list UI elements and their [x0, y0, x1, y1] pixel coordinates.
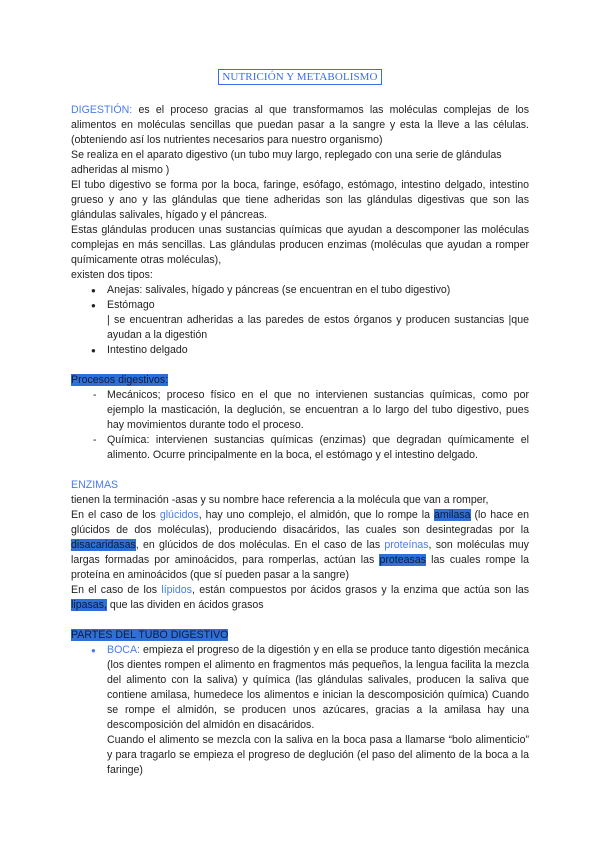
boca-term: BOCA: [107, 644, 140, 656]
digestion-p4: Estas glándulas producen unas sustancias químicas que ayudan a descomponer las moléculas complejas en más sencillas. Las glándulas producen enzimas (moléculas que ayudan a romper químicamente otras moléculas), [71, 224, 529, 266]
enzimas-section [71, 478, 529, 613]
gland-types-list-cont [71, 343, 529, 358]
text-run: , hay uno complejo, el almidón, que lo rompe la [198, 509, 435, 521]
digestion-term: DIGESTIÓN: [71, 104, 133, 116]
digestion-p2: Se realiza en el aparato digestivo (un tubo muy largo, replegado con una serie de glándulas adheridas al mismo ) [71, 149, 502, 176]
enzimas-lipidos [71, 583, 529, 613]
disacaridasas-term: disacaridasas [71, 539, 136, 551]
list-item: ● Intestino delgado [93, 343, 529, 358]
text-run: (lo hace en glúcidos de dos moléculas), produciendo disacáridos, las cuales son desintegradas por la [71, 509, 530, 536]
text-run: , en glúcidos de dos moléculas. En el caso de las [135, 539, 385, 551]
enzimas-glucidos [71, 508, 529, 583]
lipasas-term: lipasas, [71, 599, 107, 611]
glucidos-term: glúcidos [159, 509, 199, 521]
gland-types-list [71, 283, 529, 313]
gland-note: | se encuentran adheridas a las paredes de estos órganos y producen sustancias |que ayudan a la digestión [107, 314, 529, 341]
digestion-p3: El tubo digestivo se forma por la boca, faringe, esófago, estómago, intestino delgado, intestino grueso y ano y las glándulas que tiene adheridas son las glándulas digestivas que son las glándulas salivales, hígado y el páncreas. [71, 179, 529, 221]
enzimas-l1: tienen la terminación -asas y su nombre hace referencia a la molécula que van a romper, [71, 494, 489, 506]
digestion-definition [71, 103, 529, 148]
list-item: - Química: intervienen sustancias químicas (enzimas) que degradan químicamente el alimento. Ocurre principalmente en la boca, el estómago y el intestino delgado. [93, 433, 529, 463]
enzimas-heading: ENZIMAS [71, 479, 119, 491]
amilasa-term: amilasa [434, 509, 471, 521]
procesos-section [71, 373, 529, 463]
list-item [93, 643, 529, 733]
partes-heading: PARTES DEL TUBO DIGESTIVO [71, 629, 229, 641]
text-run: En el caso de los [71, 584, 162, 596]
lipidos-term: lípidos [161, 584, 192, 596]
title-wrap [71, 70, 529, 85]
page-title: NUTRICIÓN Y METABOLISMO [218, 69, 381, 85]
list-item: ● Anejas: salivales, hígado y páncreas (se encuentran en el tubo digestivo) [93, 283, 529, 298]
list-item-continuation: Cuando el alimento se mezcla con la saliva en la boca pasa a llamarse “bolo alimenticio” y para tragarlo se empieza el progreso de deglución (el paso del alimento de la boca a la faringe) [107, 734, 529, 776]
procesos-heading: Procesos digestivos: [71, 374, 169, 386]
text-run: las cuales rompe la proteína en aminoácidos (que sí pueden pasar a la sangre) [71, 554, 529, 581]
text-run: que las dividen en ácidos grasos [106, 599, 264, 611]
text-run: , están compuestos por ácidos grasos y la enzima que actúa son las [191, 584, 530, 596]
partes-section [71, 628, 529, 778]
text-run: En el caso de los [71, 509, 160, 521]
procesos-list [71, 388, 529, 463]
document-page [71, 70, 529, 778]
proteasas-term: proteasas [379, 554, 426, 566]
proteinas-term: proteínas [384, 539, 429, 551]
digestion-p5: existen dos tipos: [71, 269, 153, 281]
text-run: , son moléculas muy largas formadas por aminoácidos, para romperlas, actúan las [71, 539, 529, 566]
boca-text: empieza el progreso de la digestión y en ella se produce tanto digestión mecánica (los dientes rompen el alimento en fragmentos más pequeños, la lengua facilita la mezcla del alimento con la saliva) y química (las glándulas salivales, producen la saliva que contiene amilasa, humedece los alimentos e inician la descomposición química) Cuando se rompe el almidón, se producen unos azúcares, gracias a la amilasa hay una descomposición del almidón en disacáridos. [107, 644, 529, 731]
list-item: - Mecánicos; proceso físico en el que no intervienen sustancias químicas, como por ejemplo la masticación, la deglución, se encuentran a lo largo del tubo digestivo, pues hay movimientos durante todo el proceso. [93, 388, 529, 433]
list-item: ● Estómago [93, 298, 529, 313]
digestion-p1: es el proceso gracias al que transformamos las moléculas complejas de los alimentos en moléculas sencillas que puedan pasar a la sangre y esta la lleve a las células. (obteniendo así los nutrientes necesarios para nuestro organismo) [71, 104, 529, 146]
partes-list [71, 643, 529, 778]
